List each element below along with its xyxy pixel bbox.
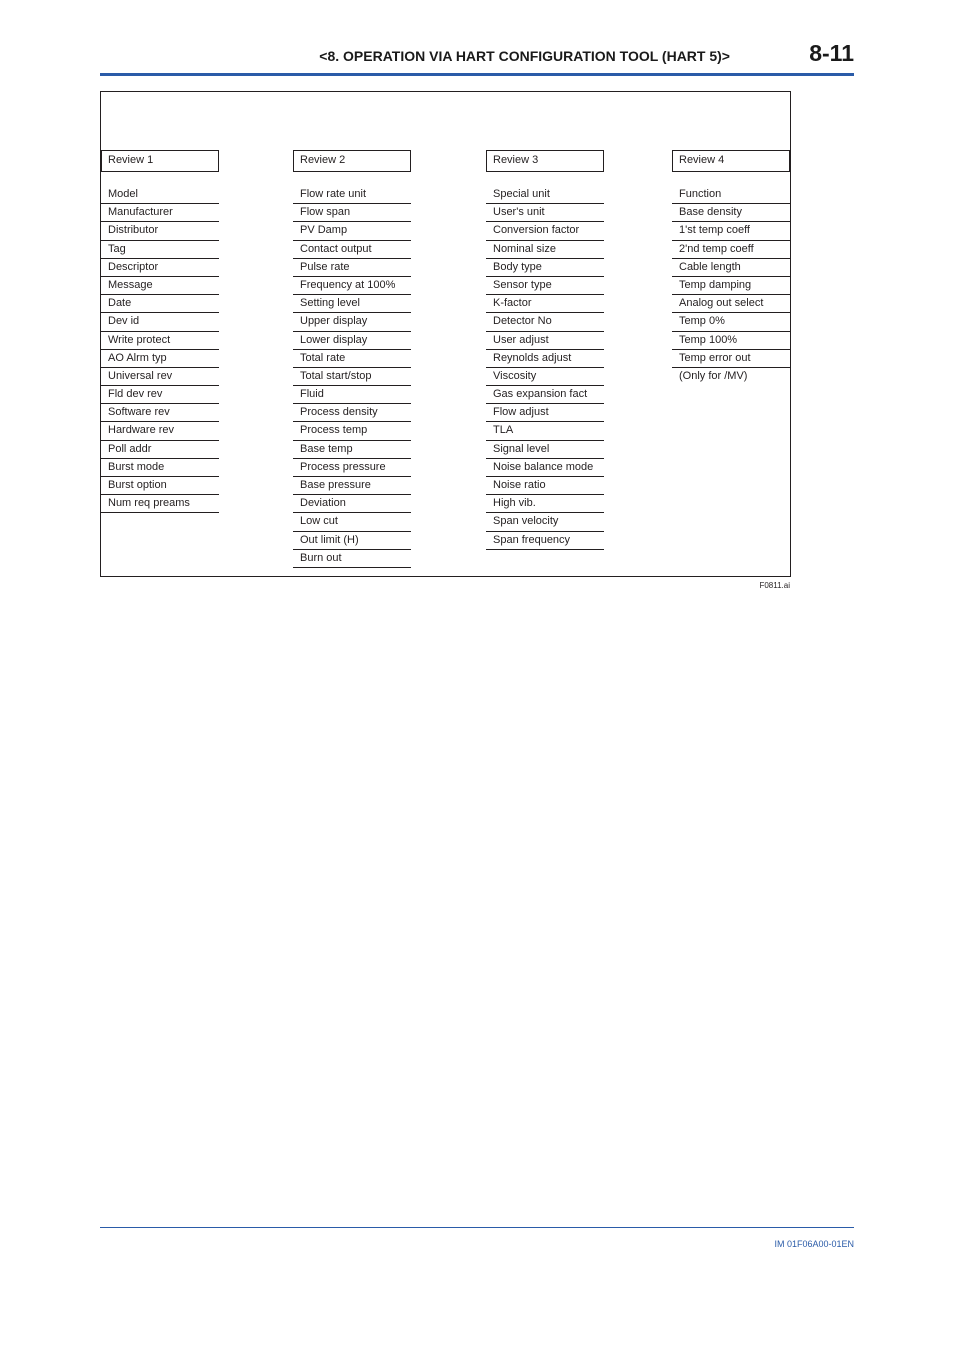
menu-item: PV Damp	[293, 222, 411, 240]
menu-item: Temp 0%	[672, 313, 790, 331]
review-menu-figure	[100, 91, 791, 577]
menu-item: Viscosity	[486, 368, 604, 386]
menu-item: Total start/stop	[293, 368, 411, 386]
figure-id: F0811.ai	[759, 581, 790, 590]
review-4-note: (Only for /MV)	[679, 370, 748, 382]
review-1-list	[101, 186, 219, 513]
menu-item: Poll addr	[101, 441, 219, 459]
menu-item: Deviation	[293, 495, 411, 513]
menu-item: Conversion factor	[486, 222, 604, 240]
review-3-list	[486, 186, 604, 550]
menu-item: Setting level	[293, 295, 411, 313]
menu-item: Process pressure	[293, 459, 411, 477]
menu-item: Frequency at 100%	[293, 277, 411, 295]
review-4-list	[672, 186, 790, 368]
menu-item: Write protect	[101, 332, 219, 350]
menu-item: User's unit	[486, 204, 604, 222]
review-3-title: Review 3	[486, 150, 604, 172]
menu-item: Analog out select	[672, 295, 790, 313]
menu-item: Pulse rate	[293, 259, 411, 277]
menu-item: Reynolds adjust	[486, 350, 604, 368]
review-2-list	[293, 186, 411, 568]
menu-item: Tag	[101, 241, 219, 259]
menu-item: Dev id	[101, 313, 219, 331]
menu-item: Upper display	[293, 313, 411, 331]
page-number: 8-11	[809, 40, 854, 66]
menu-item: Function	[672, 186, 790, 204]
menu-item: Model	[101, 186, 219, 204]
menu-item: Flow adjust	[486, 404, 604, 422]
menu-item: Span velocity	[486, 513, 604, 531]
menu-item: Cable length	[672, 259, 790, 277]
review-2-title: Review 2	[293, 150, 411, 172]
review-1-title: Review 1	[101, 150, 219, 172]
menu-item: Noise balance mode	[486, 459, 604, 477]
chapter-title: <8. OPERATION VIA HART CONFIGURATION TOOL (HART 5)>	[319, 48, 730, 64]
header-divider	[100, 73, 854, 76]
menu-item: Fld dev rev	[101, 386, 219, 404]
menu-item: Nominal size	[486, 241, 604, 259]
document-id: IM 01F06A00-01EN	[774, 1239, 854, 1249]
menu-item: 2'nd temp coeff	[672, 241, 790, 259]
menu-item: Universal rev	[101, 368, 219, 386]
menu-item: 1'st temp coeff	[672, 222, 790, 240]
menu-item: Body type	[486, 259, 604, 277]
menu-item: Total rate	[293, 350, 411, 368]
menu-item: Flow span	[293, 204, 411, 222]
menu-item: Temp 100%	[672, 332, 790, 350]
menu-item: Date	[101, 295, 219, 313]
menu-item: Noise ratio	[486, 477, 604, 495]
menu-item: Descriptor	[101, 259, 219, 277]
menu-item: Process temp	[293, 422, 411, 440]
menu-item: Message	[101, 277, 219, 295]
menu-item: Special unit	[486, 186, 604, 204]
menu-item: Base density	[672, 204, 790, 222]
menu-item: K-factor	[486, 295, 604, 313]
menu-item: TLA	[486, 422, 604, 440]
menu-item: Hardware rev	[101, 422, 219, 440]
menu-item: User adjust	[486, 332, 604, 350]
menu-item: Num req preams	[101, 495, 219, 513]
menu-item: Burst option	[101, 477, 219, 495]
menu-item: Lower display	[293, 332, 411, 350]
menu-item: Software rev	[101, 404, 219, 422]
menu-item: Distributor	[101, 222, 219, 240]
menu-item: Sensor type	[486, 277, 604, 295]
menu-item: AO Alrm typ	[101, 350, 219, 368]
menu-item: Manufacturer	[101, 204, 219, 222]
menu-item: Flow rate unit	[293, 186, 411, 204]
menu-item: Fluid	[293, 386, 411, 404]
menu-item: Burn out	[293, 550, 411, 568]
menu-item: Temp damping	[672, 277, 790, 295]
menu-item: Detector No	[486, 313, 604, 331]
menu-item: Temp error out	[672, 350, 790, 368]
menu-item: High vib.	[486, 495, 604, 513]
footer-divider	[100, 1227, 854, 1228]
menu-item: Signal level	[486, 441, 604, 459]
menu-item: Out limit (H)	[293, 532, 411, 550]
menu-item: Process density	[293, 404, 411, 422]
menu-item: Base temp	[293, 441, 411, 459]
menu-item: Base pressure	[293, 477, 411, 495]
menu-item: Low cut	[293, 513, 411, 531]
menu-item: Contact output	[293, 241, 411, 259]
menu-item: Span frequency	[486, 532, 604, 550]
menu-item: Burst mode	[101, 459, 219, 477]
menu-item: Gas expansion fact	[486, 386, 604, 404]
review-4-title: Review 4	[672, 150, 790, 172]
